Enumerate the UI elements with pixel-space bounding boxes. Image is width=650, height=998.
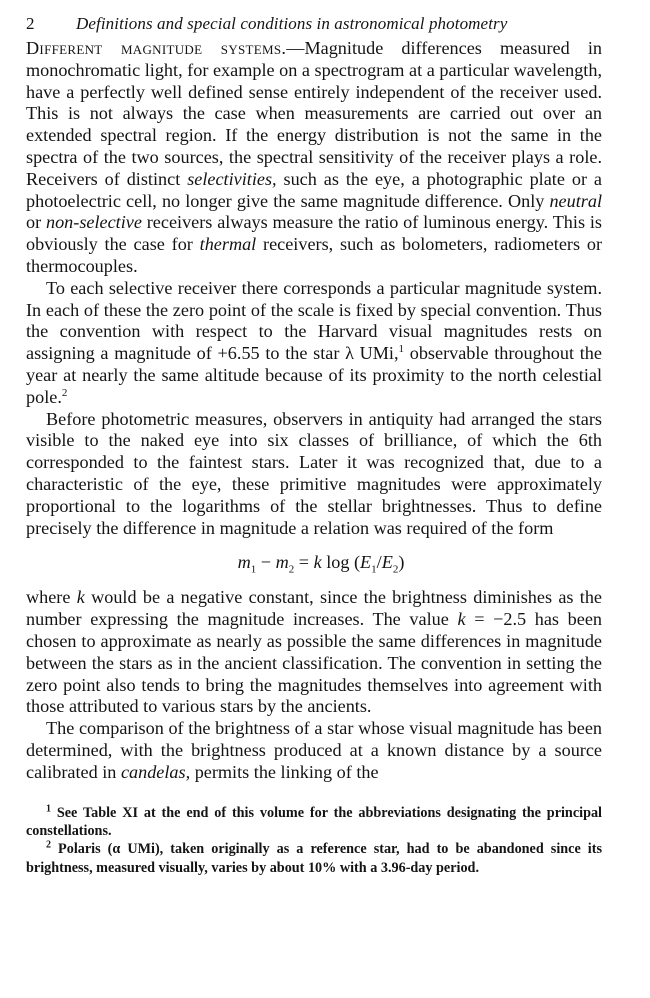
text-run: permits the linking of the bbox=[190, 761, 379, 782]
footnote-mark: 1 bbox=[46, 802, 51, 814]
footnote-mark: 2 bbox=[46, 839, 51, 851]
symbol-k: k bbox=[76, 587, 85, 608]
footnote-1 bbox=[26, 804, 602, 841]
text-run: Before photometric measures, observers in antiquity had arranged the stars visible to the naked eye into six classes of brilliance, of which the 6th corresponded to the faintest stars. Later it was recognized that, due to a characteristic of the eye, these primitive magnitudes were approximately proportional to the logarithms of the stellar brightnesses. Thus to define precisely the difference in magnitude a relation was required of the form bbox=[26, 408, 602, 538]
text-run: The comparison of the brightness of a star whose visual magnitude has been determined, with the brightness produced at a known distance by a source calibrated in bbox=[26, 718, 602, 782]
emphasis-thermal: thermal bbox=[199, 234, 257, 255]
section-heading: Different magnitude systems. bbox=[26, 38, 287, 58]
formula-symbol: E bbox=[360, 552, 372, 573]
emphasis-neutral: neutral bbox=[549, 190, 602, 211]
formula-operator: = bbox=[294, 552, 314, 573]
emphasis-non-selective: non-selective bbox=[45, 212, 142, 233]
footnote-2 bbox=[26, 840, 602, 877]
formula-function: log ( bbox=[321, 552, 361, 573]
formula-operator: / bbox=[376, 552, 382, 573]
formula-symbol: k bbox=[313, 552, 322, 573]
text-run: or bbox=[26, 212, 46, 233]
text-run: To each selective receiver there corresponds a particular magnitude system. In each of these the zero point of the scale is fixed by special convention. Thus the convention with respect to the Harvard visual magnitudes rests on assigning a magnitude of +6.55 to the star λ UMi, bbox=[26, 277, 602, 364]
text-run: receivers, such as bolometers, radiometers or thermocouples. bbox=[26, 234, 603, 276]
emphasis-candelas: candelas, bbox=[120, 761, 191, 782]
book-page bbox=[26, 12, 602, 877]
formula-symbol: m bbox=[275, 552, 289, 573]
text-run: would be a negative constant, since the brightness diminishes as the number expressing the magnitude increases. The value bbox=[26, 587, 603, 630]
formula-operator: − bbox=[256, 552, 276, 573]
formula-bracket: ) bbox=[398, 552, 405, 573]
footnotes bbox=[26, 804, 602, 878]
text-run: Magnitude differences measured in monochromatic light, for example on a spectrogram at a particular wavelength, have a perfectly well defined sense entirely independent of the receiver used. This is not always the case when measurements are carried out over an extended spectral region. If the energy distribution is not the same in the spectra of the two sources, the spectral sensitivity of the receiver plays a role. Receivers of distinct bbox=[26, 38, 602, 189]
text-run: where bbox=[26, 587, 77, 608]
symbol-k: k bbox=[457, 609, 466, 630]
footnote-ref-2: 2 bbox=[61, 386, 68, 399]
text-run: = −2.5 has been chosen to approximate as nearly as possible the same differences in magnitude between the stars as in the ancient classification. The convention in setting the zero point also tends to bring the magnitudes themselves into agreement with those attributed to various stars by the ancients. bbox=[26, 609, 602, 717]
emphasis-selectivities: selectivities, bbox=[187, 168, 277, 189]
paragraph-constant-k bbox=[26, 587, 602, 718]
formula-subscript: 1 bbox=[371, 563, 377, 576]
paragraph-different-magnitude-systems bbox=[26, 38, 602, 278]
text-run: receivers always measure the ratio of luminous energy. This is obviously the case for bbox=[26, 212, 602, 255]
footnote-text: Polaris (α UMi), taken originally as a reference star, had to be abandoned since its brightness, measured visually, varies by about 10% with a 3.96-day period. bbox=[26, 841, 602, 876]
footnote-text: See Table XI at the end of this volume for the abbreviations designating the principal constellations. bbox=[26, 804, 602, 839]
body-text bbox=[26, 38, 602, 784]
paragraph-photometric-measures bbox=[26, 409, 602, 540]
formula-subscript: 1 bbox=[250, 563, 257, 576]
running-head bbox=[26, 12, 602, 38]
footnote-ref-1: 1 bbox=[398, 343, 405, 356]
formula-subscript: 2 bbox=[392, 563, 399, 576]
paragraph-comparison bbox=[26, 718, 602, 783]
paragraph-selective-receiver bbox=[26, 278, 602, 409]
formula-symbol: E bbox=[381, 552, 393, 573]
magnitude-formula bbox=[26, 551, 602, 576]
page-number: 2 bbox=[26, 14, 35, 33]
text-run: observable throughout the year at nearly the same altitude because of its proximity to the north celestial pole. bbox=[26, 343, 602, 407]
formula-subscript: 2 bbox=[288, 563, 295, 576]
heading-dash: — bbox=[286, 38, 305, 58]
text-run: such as the eye, a photographic plate or a photoelectric cell, no longer give the same magnitude difference. Only bbox=[26, 168, 602, 211]
formula-symbol: m bbox=[237, 552, 251, 573]
running-head-title: Definitions and special conditions in astronomical photometry bbox=[76, 14, 508, 33]
